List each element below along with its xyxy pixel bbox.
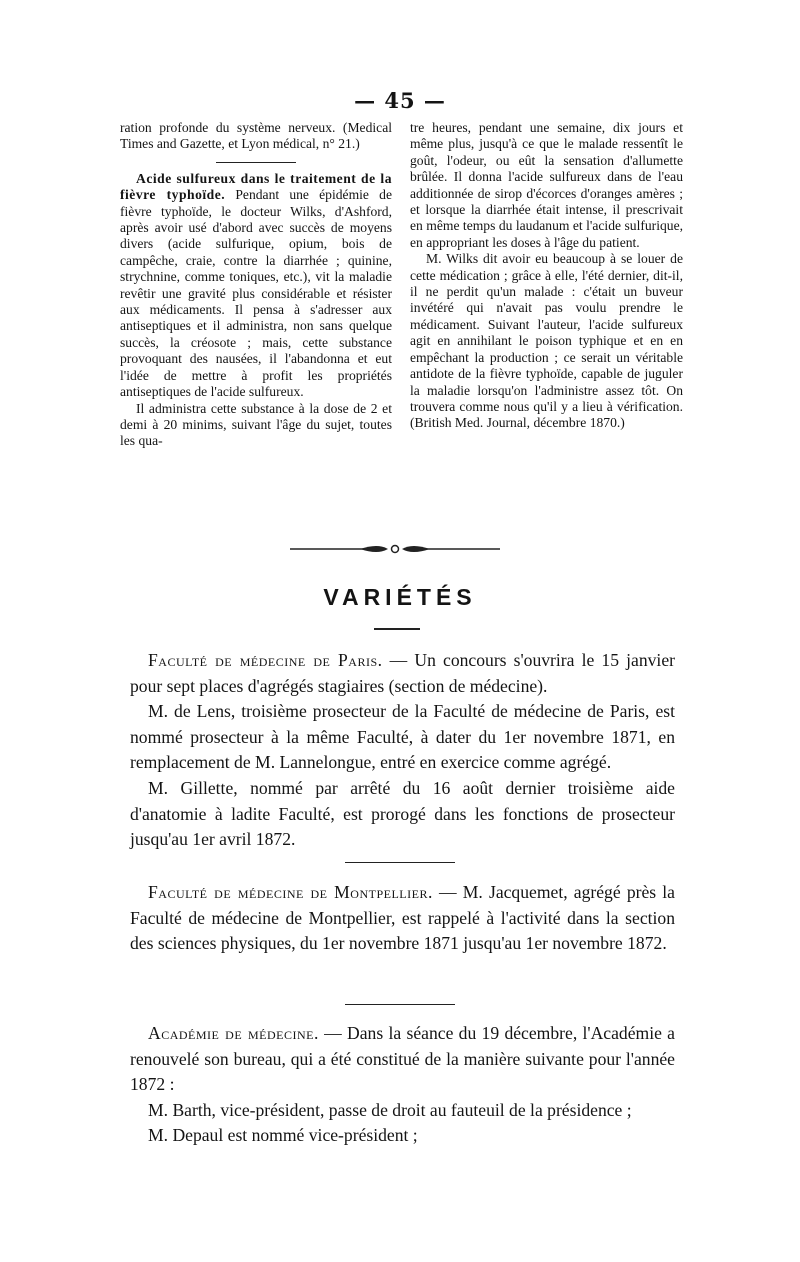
article-heading: Acide sulfureux dans le traitement de la fièvre typhoïde. [120,170,392,203]
academie-paragraph-1 [130,1021,675,1098]
academie-label: Académie de médecine. [148,1023,319,1043]
right-paragraph-1: tre heures, pendant une semaine, dix jours et même plus, jusqu'à ce que le malade ressentît le goût, l'odeur, ou eût la sensation d'allumette brûlée. Il donna l'acide sulfureux dans de l'eau additionnée de sirop d'écorces d'oranges amères ; et lorsque la diarrhée était intense, il prescrivait en même temps du laudanum et l'acide sulfurique, en appropriant les doses à l'âge du patient. [410,120,683,250]
right-column [410,120,683,432]
page-number: — 45 — [354,88,446,113]
faculte-montpellier-section [130,880,675,957]
title-underline [374,628,420,630]
faculte-paris-section [130,648,675,853]
right-paragraph-2: M. Wilks dit avoir eu beaucoup à se louer de cette médication ; grâce à elle, l'été dernier, dit-il, il ne perdit qu'un malade : c'était un buveur invétéré qui n'avait pas voulu prendre le médicament. Suivant l'auteur, l'acide sulfureux agit en annihilant le poison typhique et en en empêchant la production ; ce serait un véritable antidote de la fièvre typhoïde, capable de juguler la maladie lorsqu'on l'administre assez tôt. On trouvera comme nous qu'il y a lieu à vérification. (British Med. Journal, décembre 1870.) [410,251,683,431]
academie-paragraph-3: M. Depaul est nommé vice-président ; [148,1125,418,1146]
left-column [120,120,392,450]
left-paragraph-1: ration profonde du système nerveux. (Medical Times and Gazette, et Lyon médical, n° 21.) [120,120,392,152]
section-title: VARIÉTÉS [323,584,477,610]
paris-paragraph-2: M. de Lens, troisième prosecteur de la Faculté de médecine de Paris, est nommé prosecteur à la même Faculté, à dater du 1er novembre 1871, en remplacement de M. Lannelongue, entré en exercice comme agrégé. [130,701,675,773]
section-divider-2 [345,1004,455,1005]
paris-paragraph-1-body: — Un concours s'ouvrira le 15 janvier pour sept places d'agrégés stagiaires (section de médecine). [130,650,675,696]
montpellier-paragraph-1 [130,880,675,957]
montpellier-paragraph-1-body: — M. Jacquemet, agrégé près la Faculté de médecine de Montpellier, est rappelé à l'activité dans la section des sciences physiques, du 1er novembre 1871 jusqu'au 1er novembre 1872. [130,882,675,954]
academie-paragraph-2: M. Barth, vice-président, passe de droit au fauteuil de la présidence ; [148,1099,632,1120]
left-paragraph-2 [120,171,392,401]
paris-paragraph-1 [130,648,675,699]
academie-section [130,1021,675,1149]
montpellier-label: Faculté de médecine de Montpellier. [148,882,433,902]
short-divider [216,162,296,163]
academie-paragraph-1-body: — Dans la séance du 19 décembre, l'Académie a renouvelé son bureau, qui a été constitué de la manière suivante pour l'année 1872 : [130,1023,675,1095]
left-paragraph-3: Il administra cette substance à la dose de 2 et demi à 20 minims, suivant l'âge du sujet, toutes les qua- [120,400,392,449]
left-paragraph-2-body: Pendant une épidémie de fièvre typhoïde, le docteur Wilks, d'Ashford, après avoir usé d'abord avec succès de moyens divers (acide sulfurique, opium, bois de campêche, craie, contre la diarrhée ; quinine, strychnine, comme toniques, etc.), vit la maladie revêtir une gravité plus considérable et résister aux médicaments. Il pensa à s'adresser aux antiseptiques et il administra, non sans quelque succès, la créosote ; mais, cette substance provoquant des nausées, il l'abandonna et eut l'idée de mettre à profit les propriétés antiseptiques de l'acide sulfureux. [120,187,392,400]
section-divider-1 [345,862,455,863]
ornament-divider [290,540,500,558]
paris-label: Faculté de médecine de Paris. [148,650,383,670]
paris-paragraph-3: M. Gillette, nommé par arrêté du 16 août dernier troisième aide d'anatomie à ladite Faculté, est prorogé dans les fonctions de prosecteur jusqu'au 1er avril 1872. [130,777,675,850]
